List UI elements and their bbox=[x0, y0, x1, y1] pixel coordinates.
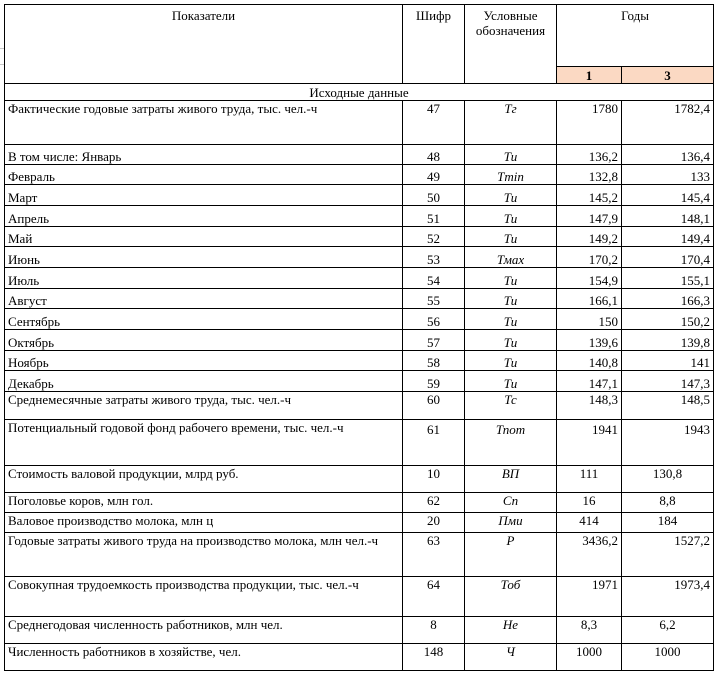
row-code-cell[interactable]: 53 bbox=[403, 247, 465, 268]
row-name-cell[interactable]: Стоимость валовой продукции, млрд руб. bbox=[5, 466, 403, 493]
row-year1-cell[interactable]: 145,2 bbox=[557, 185, 622, 206]
row-year3-cell[interactable]: 133 bbox=[622, 165, 714, 185]
row-symbol-cell[interactable]: Не bbox=[465, 617, 557, 644]
table-row bbox=[5, 466, 714, 493]
row-code-cell[interactable]: 20 bbox=[403, 513, 465, 533]
row-year3-cell[interactable]: 1527,2 bbox=[622, 533, 714, 577]
row-name-cell[interactable]: Июнь bbox=[5, 247, 403, 268]
table-row bbox=[5, 206, 714, 227]
row-code-cell[interactable]: 60 bbox=[403, 392, 465, 420]
row-year3-cell[interactable]: 166,3 bbox=[622, 289, 714, 309]
row-year1-cell[interactable]: 1780 bbox=[557, 101, 622, 145]
row-year3-cell[interactable]: 1000 bbox=[622, 644, 714, 671]
row-code-cell[interactable]: 59 bbox=[403, 371, 465, 392]
row-symbol-cell[interactable]: Тс bbox=[465, 392, 557, 420]
row-year3-cell[interactable]: 148,5 bbox=[622, 392, 714, 420]
row-year1-cell[interactable]: 154,9 bbox=[557, 268, 622, 289]
row-year3-cell[interactable]: 147,3 bbox=[622, 371, 714, 392]
year-3-cell[interactable]: 3 bbox=[622, 67, 714, 84]
row-name-cell[interactable]: Годовые затраты живого труда на производство молока, млн чел.-ч bbox=[5, 533, 403, 577]
row-symbol-cell[interactable]: Ти bbox=[465, 145, 557, 165]
row-symbol-cell[interactable]: Ти bbox=[465, 206, 557, 227]
row-name-cell[interactable]: Фактические годовые затраты живого труда, тыс. чел.-ч bbox=[5, 101, 403, 145]
header-indicators[interactable]: Показатели bbox=[5, 5, 403, 84]
row-symbol-cell[interactable]: Тпот bbox=[465, 420, 557, 466]
row-symbol-cell[interactable]: Ти bbox=[465, 351, 557, 371]
row-name-cell[interactable]: Поголовье коров, млн гол. bbox=[5, 493, 403, 513]
row-year1-cell[interactable]: 170,2 bbox=[557, 247, 622, 268]
table-row bbox=[5, 351, 714, 371]
table-row bbox=[5, 289, 714, 309]
row-name-cell[interactable]: Совокупная трудоемкость производства продукции, тыс. чел.-ч bbox=[5, 577, 403, 617]
row-year3-cell[interactable]: 1943 bbox=[622, 420, 714, 466]
row-code-cell[interactable]: 50 bbox=[403, 185, 465, 206]
row-year1-cell[interactable]: 166,1 bbox=[557, 289, 622, 309]
row-symbol-cell[interactable]: Тг bbox=[465, 101, 557, 145]
row-year3-cell[interactable]: 139,8 bbox=[622, 330, 714, 351]
row-year3-cell[interactable]: 145,4 bbox=[622, 185, 714, 206]
row-year1-cell[interactable]: 3436,2 bbox=[557, 533, 622, 577]
row-year1-cell[interactable]: 1941 bbox=[557, 420, 622, 466]
row-year1-cell[interactable]: 150 bbox=[557, 309, 622, 330]
row-year3-cell[interactable]: 170,4 bbox=[622, 247, 714, 268]
section-row bbox=[5, 84, 714, 101]
row-symbol-cell[interactable]: Пми bbox=[465, 513, 557, 533]
row-code-cell[interactable]: 61 bbox=[403, 420, 465, 466]
row-year1-cell[interactable]: 16 bbox=[557, 493, 622, 513]
row-year1-cell[interactable]: 111 bbox=[557, 466, 622, 493]
row-symbol-cell[interactable]: Ти bbox=[465, 330, 557, 351]
header-symbols[interactable]: Условные обозначения bbox=[465, 5, 557, 84]
table-row bbox=[5, 617, 714, 644]
indicators-table bbox=[4, 4, 714, 671]
table-row bbox=[5, 371, 714, 392]
row-name-cell[interactable]: Валовое производство молока, млн ц bbox=[5, 513, 403, 533]
row-symbol-cell[interactable]: Ти bbox=[465, 289, 557, 309]
row-code-cell[interactable]: 64 bbox=[403, 577, 465, 617]
table-row bbox=[5, 101, 714, 145]
row-name-cell[interactable]: Ноябрь bbox=[5, 351, 403, 371]
row-year1-cell[interactable]: 147,1 bbox=[557, 371, 622, 392]
table-row bbox=[5, 493, 714, 513]
row-year3-cell[interactable]: 1973,4 bbox=[622, 577, 714, 617]
row-name-cell[interactable]: Июль bbox=[5, 268, 403, 289]
table-row bbox=[5, 392, 714, 420]
table-row bbox=[5, 309, 714, 330]
row-code-cell[interactable]: 10 bbox=[403, 466, 465, 493]
table-row bbox=[5, 577, 714, 617]
table-row bbox=[5, 533, 714, 577]
row-name-cell[interactable]: Октябрь bbox=[5, 330, 403, 351]
row-year1-cell[interactable]: 414 bbox=[557, 513, 622, 533]
header-years[interactable]: Годы bbox=[557, 5, 714, 67]
table-row bbox=[5, 165, 714, 185]
header-code[interactable]: Шифр bbox=[403, 5, 465, 84]
section-title[interactable]: Исходные данные bbox=[5, 84, 714, 101]
row-year3-cell[interactable]: 130,8 bbox=[622, 466, 714, 493]
table-row bbox=[5, 185, 714, 206]
row-name-cell[interactable]: Численность работников в хозяйстве, чел. bbox=[5, 644, 403, 671]
table-row bbox=[5, 247, 714, 268]
row-name-cell[interactable]: Август bbox=[5, 289, 403, 309]
row-year3-cell[interactable]: 150,2 bbox=[622, 309, 714, 330]
row-name-cell[interactable]: Среднегодовая численность работников, млн чел. bbox=[5, 617, 403, 644]
row-code-cell[interactable]: 51 bbox=[403, 206, 465, 227]
table-row bbox=[5, 513, 714, 533]
row-symbol-cell[interactable]: Р bbox=[465, 533, 557, 577]
row-symbol-cell[interactable]: Ти bbox=[465, 309, 557, 330]
year-1-cell[interactable]: 1 bbox=[557, 67, 622, 84]
row-year3-cell[interactable]: 141 bbox=[622, 351, 714, 371]
table-row bbox=[5, 227, 714, 247]
row-year3-cell[interactable]: 184 bbox=[622, 513, 714, 533]
row-symbol-cell[interactable]: Ти bbox=[465, 268, 557, 289]
row-code-cell[interactable]: 148 bbox=[403, 644, 465, 671]
row-code-cell[interactable]: 52 bbox=[403, 227, 465, 247]
row-year1-cell[interactable]: 139,6 bbox=[557, 330, 622, 351]
row-code-cell[interactable]: 62 bbox=[403, 493, 465, 513]
row-code-cell[interactable]: 63 bbox=[403, 533, 465, 577]
row-symbol-cell[interactable]: Тмах bbox=[465, 247, 557, 268]
row-year1-cell[interactable]: 132,8 bbox=[557, 165, 622, 185]
row-symbol-cell[interactable]: Ти bbox=[465, 227, 557, 247]
row-year1-cell[interactable]: 136,2 bbox=[557, 145, 622, 165]
row-year3-cell[interactable]: 148,1 bbox=[622, 206, 714, 227]
row-year3-cell[interactable]: 136,4 bbox=[622, 145, 714, 165]
row-code-cell[interactable]: 57 bbox=[403, 330, 465, 351]
row-symbol-cell[interactable]: Ти bbox=[465, 185, 557, 206]
row-code-cell[interactable]: 49 bbox=[403, 165, 465, 185]
row-code-cell[interactable]: 56 bbox=[403, 309, 465, 330]
row-symbol-cell[interactable]: Ти bbox=[465, 371, 557, 392]
row-symbol-cell[interactable]: ВП bbox=[465, 466, 557, 493]
row-year1-cell[interactable]: 140,8 bbox=[557, 351, 622, 371]
row-code-cell[interactable]: 8 bbox=[403, 617, 465, 644]
row-year1-cell[interactable]: 8,3 bbox=[557, 617, 622, 644]
row-symbol-cell[interactable]: Тmin bbox=[465, 165, 557, 185]
row-name-cell[interactable]: Май bbox=[5, 227, 403, 247]
row-year3-cell[interactable]: 149,4 bbox=[622, 227, 714, 247]
row-code-cell[interactable]: 48 bbox=[403, 145, 465, 165]
row-name-cell[interactable]: Апрель bbox=[5, 206, 403, 227]
table-row bbox=[5, 644, 714, 671]
table-row bbox=[5, 330, 714, 351]
row-name-cell[interactable]: Март bbox=[5, 185, 403, 206]
row-name-cell[interactable]: Сентябрь bbox=[5, 309, 403, 330]
row-name-cell[interactable]: Среднемесячные затраты живого труда, тыс. чел.-ч bbox=[5, 392, 403, 420]
row-year1-cell[interactable]: 148,3 bbox=[557, 392, 622, 420]
row-year1-cell[interactable]: 147,9 bbox=[557, 206, 622, 227]
row-name-cell[interactable]: Декабрь bbox=[5, 371, 403, 392]
row-symbol-cell[interactable]: Тоб bbox=[465, 577, 557, 617]
table-row bbox=[5, 420, 714, 466]
row-name-cell[interactable]: Потенциальный годовой фонд рабочего времени, тыс. чел.-ч bbox=[5, 420, 403, 466]
row-name-cell[interactable]: В том числе: Январь bbox=[5, 145, 403, 165]
row-code-cell[interactable]: 54 bbox=[403, 268, 465, 289]
row-year1-cell[interactable]: 149,2 bbox=[557, 227, 622, 247]
row-code-cell[interactable]: 58 bbox=[403, 351, 465, 371]
table-row bbox=[5, 145, 714, 165]
row-year3-cell[interactable]: 6,2 bbox=[622, 617, 714, 644]
row-year3-cell[interactable]: 155,1 bbox=[622, 268, 714, 289]
table-row bbox=[5, 268, 714, 289]
header-row bbox=[5, 5, 714, 67]
row-year1-cell[interactable]: 1971 bbox=[557, 577, 622, 617]
row-code-cell[interactable]: 47 bbox=[403, 101, 465, 145]
row-symbol-cell[interactable]: Сп bbox=[465, 493, 557, 513]
row-year3-cell[interactable]: 8,8 bbox=[622, 493, 714, 513]
row-year3-cell[interactable]: 1782,4 bbox=[622, 101, 714, 145]
row-name-cell[interactable]: Февраль bbox=[5, 165, 403, 185]
row-code-cell[interactable]: 55 bbox=[403, 289, 465, 309]
row-symbol-cell[interactable]: Ч bbox=[465, 644, 557, 671]
row-year1-cell[interactable]: 1000 bbox=[557, 644, 622, 671]
